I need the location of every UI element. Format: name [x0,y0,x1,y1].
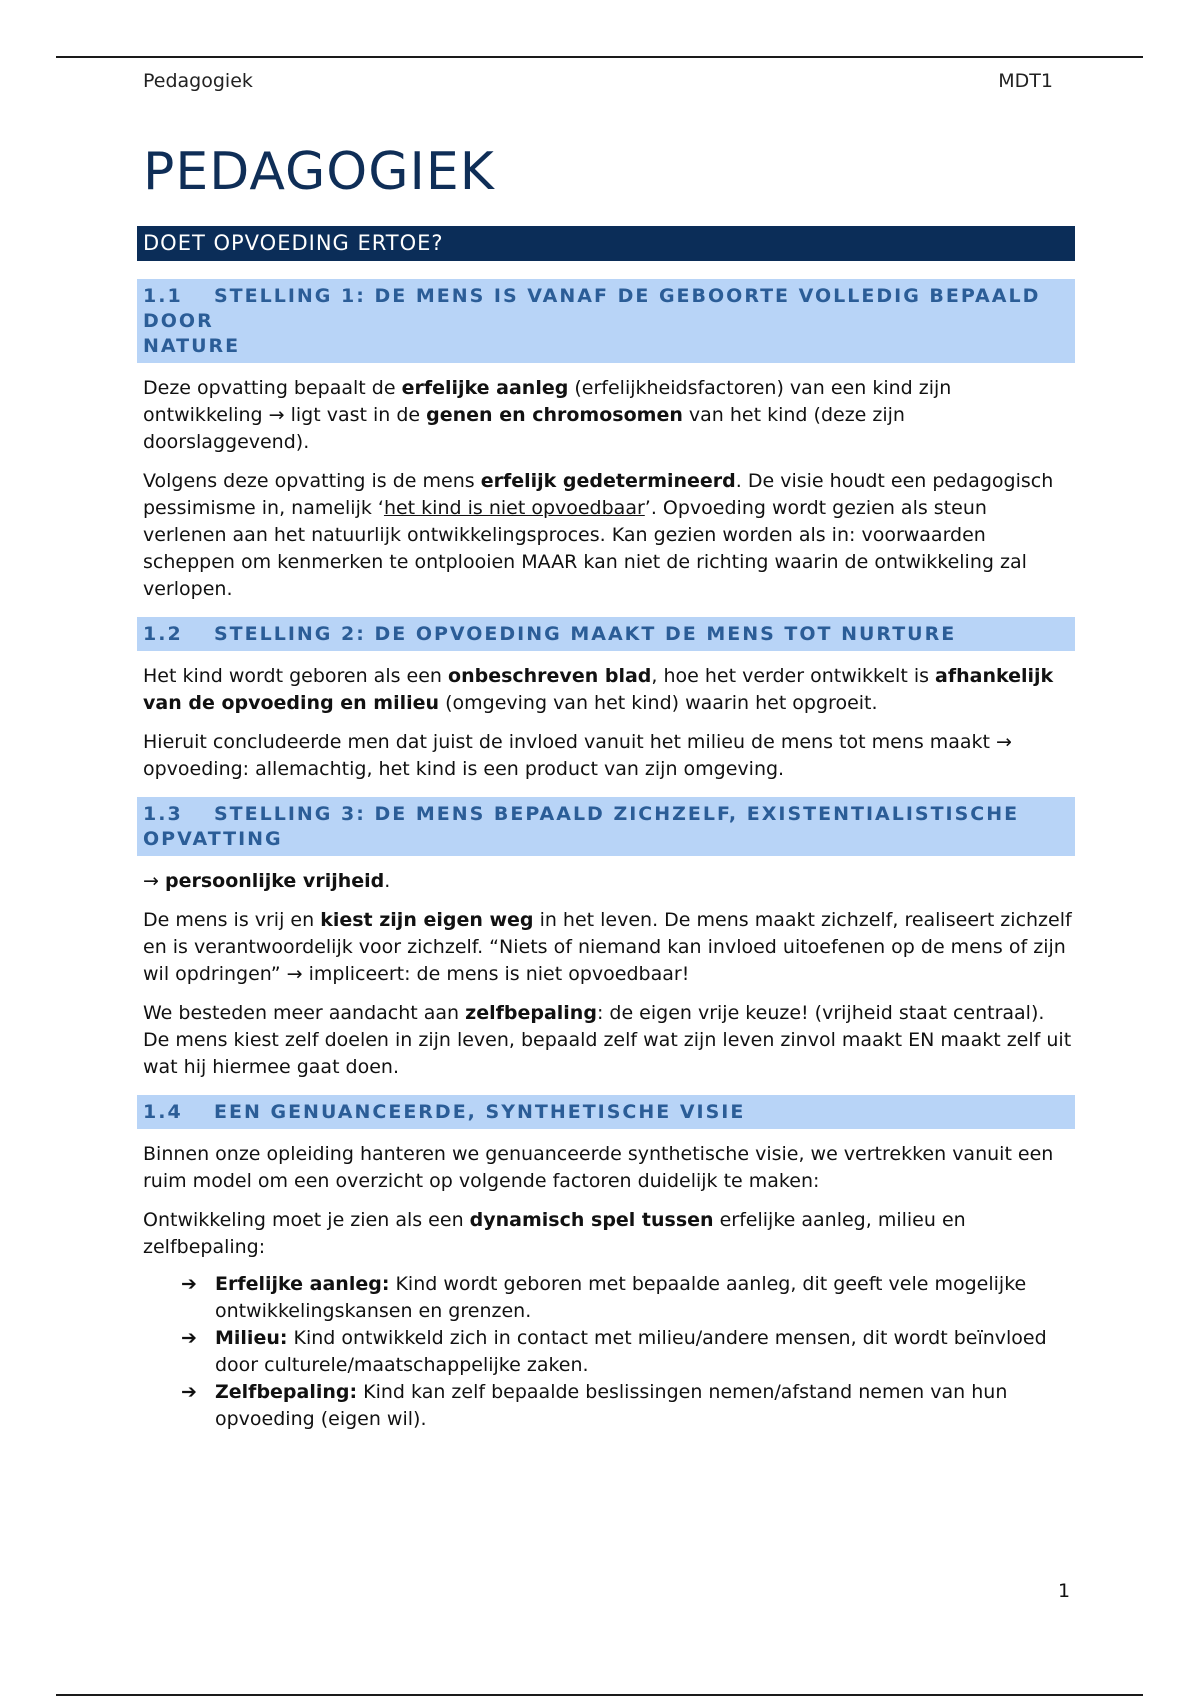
document-title: PEDAGOGIEK [143,142,495,202]
paragraph [143,663,1073,717]
bold-term: onbeschreven blad [448,665,652,687]
text-run: van het kind (deze zijn doorslaggevend). [143,404,905,453]
arrow-symbol: → [996,731,1012,753]
text-run: : de eigen vrije keuze! (vrijheid staat centraal). De mens kiest zelf doelen in zijn leven, bepaald zelf wat zijn leven zinvol maakt EN maakt zelf uit wat hij hiermee gaat doen. [143,1002,1072,1078]
arrow-symbol: → [143,870,159,892]
bold-term: afhankelijk van de opvoeding en milieu [143,665,1054,714]
bold-term: kiest zijn eigen weg [320,909,534,931]
list-item [181,1379,1073,1433]
arrow-bullet-icon: ➔ [181,1273,197,1295]
section-title-line-1: STELLING 3: DE MENS BEPAALD ZICHZELF, EXISTENTIALISTISCHE [214,803,1020,825]
header-left: Pedagogiek [143,70,253,92]
chapter-heading: DOET OPVOEDING ERTOE? [137,226,1075,261]
section-number: 1.2 [143,623,183,645]
section-number: 1.3 [143,803,183,825]
text-run: opvoeding: allemachtig, het kind is een product van zijn omgeving. [143,758,785,780]
bold-term: erfelijke aanleg [401,377,569,399]
bold-term: zelfbepaling [465,1002,597,1024]
arrow-symbol: → [286,963,303,985]
section-title-line-1: STELLING 1: DE MENS IS VANAF DE GEBOORTE VOLLEDIG BEPAALD DOOR [143,285,1041,332]
text-run: (omgeving van het kind) waarin het opgroeit. [439,692,878,714]
text-run: . De visie houdt een pedagogisch pessimisme in, namelijk ‘ [143,470,1054,519]
factor-list [143,1271,1073,1433]
bold-term: Zelfbepaling: [215,1381,358,1403]
bold-term: erfelijk gedetermineerd [480,470,736,492]
section-number: 1.4 [143,1101,183,1123]
text-run: . [384,870,391,892]
paragraph [143,1207,1073,1261]
text-run: Ontwikkeling moet je zien als een [143,1209,470,1231]
section-title: STELLING 2: DE OPVOEDING MAAKT DE MENS TOT NURTURE [214,623,957,645]
text-run: ligt vast in de [284,404,427,426]
text-run: in het leven. De mens maakt zichzelf, realiseert zichzelf en is verantwoordelijk voor zichzelf. “Niets of niemand kan invloed uitoefenen op de mens of zijn wil opdringen” [143,909,1072,985]
text-run: Kind ontwikkeld zich in contact met milieu/andere mensen, dit wordt beïnvloed door culturele/maatschappelijke zaken. [215,1327,1047,1376]
text-run: impliceert: de mens is niet opvoedbaar! [302,963,690,985]
text-run: Kind kan zelf bepaalde beslissingen nemen/afstand nemen van hun opvoeding (eigen wil). [215,1381,1008,1430]
paragraph [143,1000,1073,1081]
page-number: 1 [1058,1580,1071,1602]
bold-term: genen en chromosomen [426,404,683,426]
paragraph [143,375,1073,456]
underlined-quote: het kind is niet opvoedbaar [383,497,645,519]
section-title: EEN GENUANCEERDE, SYNTHETISCHE VISIE [214,1101,746,1123]
arrow-bullet-icon: ➔ [181,1381,197,1403]
header-rule [56,56,1143,58]
bold-term: Milieu: [215,1327,288,1349]
bold-term: persoonlijke vrijheid [164,870,385,892]
section-number: 1.1 [143,285,183,307]
text-run: , hoe het verder ontwikkelt is [651,665,936,687]
section-heading-1-3 [137,797,1075,856]
text-run: erfelijke aanleg, milieu en zelfbepaling: [143,1209,966,1258]
list-item [181,1325,1073,1379]
text-run: ’. Opvoeding wordt gezien als steun verlenen aan het natuurlijk ontwikkelingsproces. Kan gezien worden als in: voorwaarden scheppen om kenmerken te ontplooien MAAR kan niet de richting waarin de ontwikkeling zal verlopen. [143,497,1027,600]
arrow-bullet-icon: ➔ [181,1327,197,1349]
section-heading-1-4 [137,1095,1075,1129]
paragraph [143,868,1073,895]
section-title-line-2: NATURE [143,335,241,357]
paragraph: Binnen onze opleiding hanteren we genuanceerde synthetische visie, we vertrekken vanuit een ruim model om een overzicht op volgende factoren duidelijk te maken: [143,1143,1054,1192]
paragraph [143,468,1073,603]
section-heading-1-2 [137,617,1075,651]
bold-term: dynamisch spel tussen [469,1209,714,1231]
section-heading-1-1 [137,279,1075,363]
text-run: Deze opvatting bepaalt de [143,377,402,399]
text-run: (erfelijkheidsfactoren) van een kind zijn ontwikkeling [143,377,952,426]
header-right: MDT1 [998,70,1053,92]
text-run: De mens is vrij en [143,909,321,931]
paragraph [143,729,1073,783]
bold-term: Erfelijke aanleg: [215,1273,390,1295]
text-run: Het kind wordt geboren als een [143,665,449,687]
running-header [143,70,1053,92]
paragraph [143,907,1073,988]
text-run: Kind wordt geboren met bepaalde aanleg, dit geeft vele mogelijke ontwikkelingskansen en grenzen. [215,1273,1027,1322]
list-item [181,1271,1073,1325]
text-run: Hieruit concludeerde men dat juist de invloed vanuit het milieu de mens tot mens maakt [143,731,997,753]
text-run: We besteden meer aandacht aan [143,1002,466,1024]
text-run: Volgens deze opvatting is de mens [143,470,481,492]
document-body [143,279,1073,1433]
arrow-symbol: → [268,404,285,426]
section-title-line-2: OPVATTING [143,828,283,850]
footer-rule [56,1694,1143,1696]
